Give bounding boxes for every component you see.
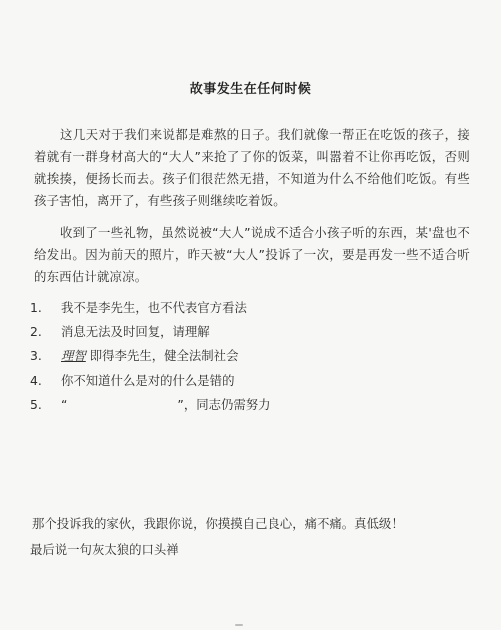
paragraph-1: 这几天对于我们来说都是难熬的日子。我们就像一帮正在吃饭的孩子，接着就有一群身材高大的“大人”来抢了了你的饭菜，叫嚣着不让你再吃饭，否则就挨揍，便扬长而去。孩子们很茫然无措，不知道为什么不给他们吃饭。有些孩子害怕，离开了，有些孩子则继续吃着饭。: [34, 127, 470, 208]
list-number: 3.: [30, 348, 42, 364]
list-item: [30, 320, 470, 344]
list-keyword: 理智: [61, 348, 86, 364]
bottom-divider-mark: [235, 624, 243, 626]
list-text: ”，同志仍需努力: [177, 396, 271, 412]
list-item: [30, 369, 470, 393]
list-item: [30, 393, 470, 417]
list-number: 1.: [30, 300, 42, 315]
list-text: 消息无法及时回复，请理解: [61, 324, 210, 340]
list-text: 即得李先生，健全法制社会: [89, 348, 239, 364]
list-item: [30, 344, 470, 368]
list-number: 2.: [30, 324, 42, 340]
numbered-list: [30, 296, 470, 417]
blank-gap: [67, 393, 177, 417]
footer-line-1: 那个投诉我的家伙，我跟你说，你摸摸自己良心，痛不痛。真低级！: [32, 516, 404, 531]
list-number: 4.: [30, 372, 42, 388]
list-text: 我不是李先生，也不代表官方看法: [61, 300, 247, 315]
list-item: [30, 296, 470, 320]
list-number: 5.: [30, 396, 42, 412]
document-title: 故事发生在任何时候: [189, 82, 312, 97]
footer-line-2: 最后说一句灰太狼的口头禅: [30, 542, 179, 557]
open-quote: “: [61, 396, 68, 412]
paragraph-2: 收到了一些礼物，虽然说被“大人”说成不适合小孩子听的东西，某'盘也不给发出。因为前天的照片，昨天被“大人”投诉了一次，要是再发一些不适合听的东西估计就凉凉。: [34, 225, 470, 284]
list-text: 你不知道什么是对的什么是错的: [61, 372, 235, 388]
